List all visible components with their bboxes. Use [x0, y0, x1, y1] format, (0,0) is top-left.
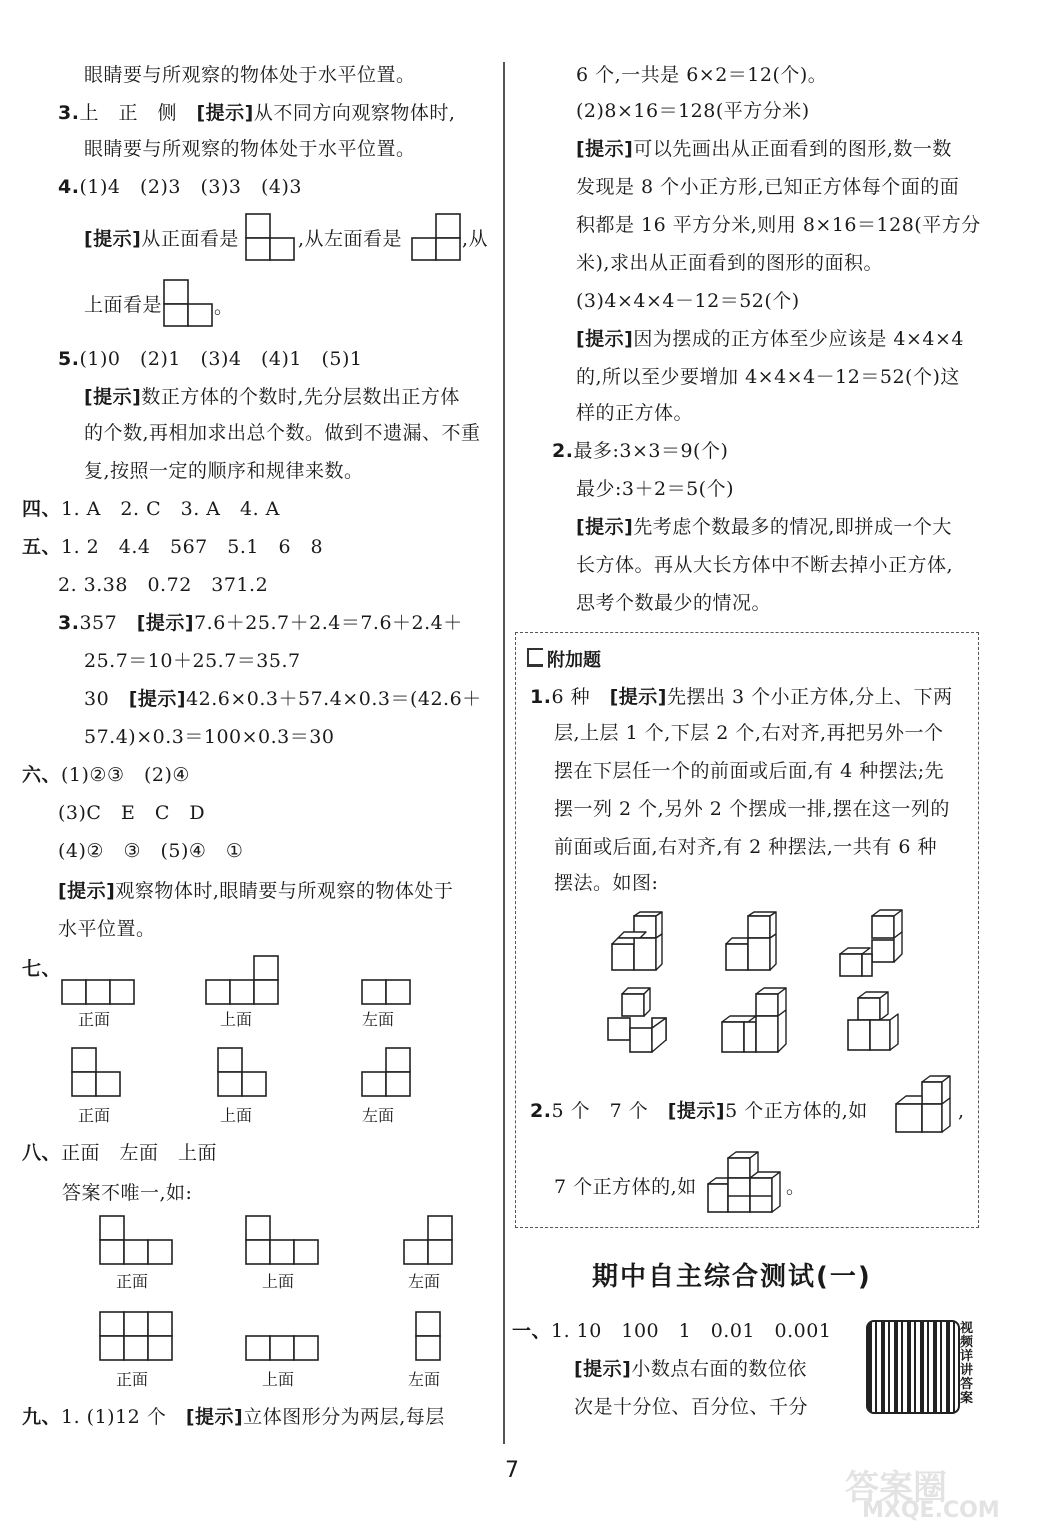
view-label: 正面 — [116, 1370, 149, 1389]
watermark-url: MXQE.COM — [862, 1498, 1000, 1523]
question-number: 1. — [530, 686, 552, 708]
front-view-figure — [244, 212, 298, 262]
answer-text: 1. A 2. C 3. A 4. A — [61, 498, 280, 520]
section-head: 七、 — [22, 958, 62, 980]
section-7-head — [22, 956, 61, 982]
hint-text: 从不同方向观察物体时, — [253, 102, 456, 124]
text-line: (3)C E C D — [58, 802, 206, 824]
hint-text: 因为摆成的正方体至少应该是 4×4×4 — [633, 328, 965, 350]
text-line: 积都是 16 平方分米,则用 8×16＝128(平方分 — [576, 214, 981, 236]
answer-text: 1. 10 100 1 0.01 0.001 — [551, 1320, 832, 1342]
view-label: 上面 — [220, 1106, 253, 1125]
cube-arrangement-figure — [846, 992, 902, 1056]
hint-text: , — [958, 1100, 965, 1122]
text-line: (4)② ③ (5)④ ① — [58, 840, 244, 862]
hint-line — [574, 1356, 807, 1382]
page-number: 7 — [505, 1458, 519, 1483]
answer-text: 6 种 — [551, 686, 610, 708]
hint-label: [提示] — [609, 686, 667, 708]
extra-1 — [530, 684, 953, 710]
text-line: 眼睛要与所观察的物体处于水平位置。 — [84, 138, 416, 160]
hint-label: [提示] — [58, 880, 116, 902]
text-line: 层,上层 1 个,下层 2 个,右对齐,再把另外一个 — [554, 722, 944, 744]
text-line: 2. 3.38 0.72 371.2 — [58, 574, 269, 596]
hint-line — [84, 384, 460, 410]
hint-label: [提示] — [196, 102, 254, 124]
hint-text: 可以先画出从正面看到的图形,数一数 — [633, 138, 952, 160]
question-number: 2. — [552, 440, 574, 462]
hint-label: [提示] — [128, 688, 187, 710]
answer-text: (1)②③ (2)④ — [61, 764, 190, 786]
text-line: 样的正方体。 — [576, 402, 694, 424]
answer-text: 上 正 侧 — [79, 102, 197, 124]
text-line: 长方体。再从大长方体中不断去掉小正方体, — [576, 554, 954, 576]
text-line: 复,按照一定的顺序和规律来数。 — [84, 460, 364, 482]
section-5 — [22, 534, 323, 560]
section-head: 六、 — [22, 764, 62, 786]
hint-label: [提示] — [84, 386, 142, 408]
hint-text: 先摆出 3 个小正方体,分上、下两 — [666, 686, 953, 708]
cube-arrangement-figure — [838, 910, 910, 976]
text-line: 次是十分位、百分位、千分 — [574, 1396, 809, 1418]
view-label: 上面 — [220, 1010, 253, 1029]
hint-text: 5 个正方体的,如 — [725, 1100, 868, 1122]
qr-code[interactable] — [866, 1320, 960, 1414]
text-line: (3)4×4×4－12＝52(个) — [576, 290, 800, 312]
column-divider — [503, 62, 505, 1444]
answer-text: 正面 左面 上面 — [61, 1142, 218, 1164]
answer-text: 5 个 7 个 — [551, 1100, 668, 1122]
extra-title — [527, 646, 601, 672]
text-line: 发现是 8 个小正方形,已知正方体每个面的面 — [576, 176, 960, 198]
hint-line — [576, 326, 964, 352]
text-line: 6 个,一共是 6×2＝12(个)。 — [576, 64, 828, 86]
bookmark-icon — [527, 648, 543, 667]
text-line: 摆法。如图: — [554, 872, 659, 894]
view-label: 正面 — [78, 1106, 111, 1125]
answer-5-3 — [58, 610, 463, 636]
view-figure — [98, 1310, 178, 1364]
view-label: 上面 — [262, 1272, 295, 1291]
hint-text: ,从 — [462, 228, 489, 250]
section-head: 八、 — [22, 1142, 62, 1164]
view-figure — [360, 978, 414, 1008]
section-head: 九、 — [22, 1406, 62, 1428]
cube-arrangement-figure — [720, 988, 792, 1056]
view-figure — [402, 1214, 458, 1268]
hint-line — [576, 514, 952, 540]
cube-arrangement-figure — [720, 912, 780, 974]
hint-label: [提示] — [574, 1358, 632, 1380]
hint-text: 先考虑个数最多的情况,即拼成一个大 — [633, 516, 952, 538]
view-label: 正面 — [78, 1010, 111, 1029]
view-figure — [360, 1046, 416, 1100]
hint-text: ,从左面看是 — [298, 228, 403, 250]
midterm-1 — [512, 1318, 831, 1344]
section-head: 四、 — [22, 498, 62, 520]
answer-text: 最多:3×3＝9(个) — [573, 440, 729, 462]
extra-title-text: 附加题 — [547, 650, 601, 671]
view-figure — [414, 1310, 446, 1364]
answer-2 — [552, 438, 728, 464]
text-line: 25.7＝10＋25.7＝35.7 — [84, 650, 301, 672]
question-number: 4. — [58, 176, 80, 198]
hint-label: [提示] — [667, 1100, 726, 1122]
hint-text: 小数点右面的数位依 — [631, 1358, 807, 1380]
hint-text: 。 — [786, 1176, 806, 1198]
left-view-figure — [410, 212, 464, 262]
view-figure — [216, 1046, 272, 1100]
text-line: 米),求出从正面看到的图形的面积。 — [576, 252, 883, 274]
answer-text: 1. (1)12 个 — [61, 1406, 186, 1428]
question-number: 3. — [58, 102, 80, 124]
view-label: 左面 — [408, 1272, 441, 1291]
answer-5 — [58, 346, 362, 372]
section-9 — [22, 1404, 445, 1430]
answer-text: (1)4 (2)3 (3)3 (4)3 — [79, 176, 302, 198]
text-line: 水平位置。 — [58, 918, 156, 940]
hint-label: [提示] — [576, 328, 634, 350]
view-label: 正面 — [116, 1272, 149, 1291]
view-figure — [244, 1334, 324, 1364]
text-line: (2)8×16＝128(平方分米) — [576, 100, 810, 122]
hint-label: [提示] — [576, 516, 634, 538]
hint-text: 观察物体时,眼睛要与所观察的物体处于 — [115, 880, 454, 902]
view-figure — [98, 1214, 178, 1268]
hint-line — [84, 226, 239, 252]
cube-arrangement-figure — [606, 912, 666, 974]
text-line: 摆在下层任一个的前面或后面,有 4 种摆法;先 — [554, 760, 945, 782]
section-8 — [22, 1140, 217, 1166]
section-title: 期中自主综合测试(一) — [592, 1262, 872, 1292]
view-figure — [60, 978, 138, 1008]
view-label: 左面 — [362, 1010, 395, 1029]
hint-line — [84, 686, 482, 712]
view-label: 左面 — [408, 1370, 441, 1389]
view-figure — [70, 1046, 126, 1100]
text-line: 摆一列 2 个,另外 2 个摆成一排,摆在这一列的 — [554, 798, 950, 820]
answer-4 — [58, 174, 302, 200]
answer-text: 357 — [79, 612, 137, 634]
view-label: 左面 — [362, 1106, 395, 1125]
view-label: 上面 — [262, 1370, 295, 1389]
answer-text: 1. 2 4.4 567 5.1 6 8 — [61, 536, 324, 558]
hint-text: 7.6＋25.7＋2.4＝7.6＋2.4＋ — [194, 612, 463, 634]
hint-text: 上面看是 — [84, 294, 163, 316]
view-figure — [244, 1214, 324, 1268]
hint-text: 数正方体的个数时,先分层数出正方体 — [141, 386, 460, 408]
answer-3 — [58, 100, 455, 126]
question-number: 2. — [530, 1100, 552, 1122]
view-figure — [204, 954, 282, 1008]
section-4 — [22, 496, 280, 522]
watermark: 答案圈 — [845, 1468, 947, 1508]
hint-line — [58, 878, 453, 904]
answer-text: 30 — [84, 688, 129, 710]
text-line: 的,所以至少要增加 4×4×4－12＝52(个)这 — [576, 366, 960, 388]
text-line: 前面或后面,右对齐,有 2 种摆法,一共有 6 种 — [554, 836, 937, 858]
hint-line — [576, 136, 952, 162]
text-line: 眼睛要与所观察的物体处于水平位置。 — [84, 64, 416, 86]
five-cube-figure — [894, 1076, 958, 1136]
question-number: 3. — [58, 612, 80, 634]
text-line: 的个数,再相加求出总个数。做到不遗漏、不重 — [84, 422, 481, 444]
qr-label: 视频详讲答案 — [960, 1321, 974, 1406]
hint-text: 。 — [214, 296, 234, 318]
hint-text: 立体图形分为两层,每层 — [243, 1406, 445, 1428]
seven-cube-figure — [706, 1150, 786, 1216]
text-line: 答案不唯一,如: — [62, 1182, 193, 1204]
cube-arrangement-figure — [606, 988, 672, 1056]
text-line: 最少:3＋2＝5(个) — [576, 478, 734, 500]
hint-label: [提示] — [185, 1406, 244, 1428]
question-number: 5. — [58, 348, 80, 370]
hint-text: 从正面看是 — [141, 228, 239, 250]
hint-label: [提示] — [84, 228, 142, 250]
text-line: 思考个数最少的情况。 — [576, 592, 772, 614]
answer-text: (1)0 (2)1 (3)4 (4)1 (5)1 — [79, 348, 363, 370]
section-6 — [22, 762, 190, 788]
hint-label: [提示] — [136, 612, 195, 634]
top-view-figure — [162, 278, 216, 328]
extra-2 — [530, 1098, 868, 1124]
hint-text: 7 个正方体的,如 — [554, 1176, 697, 1198]
section-head: 一、 — [512, 1320, 552, 1342]
section-head: 五、 — [22, 536, 62, 558]
hint-label: [提示] — [576, 138, 634, 160]
hint-text: 42.6×0.3＋57.4×0.3＝(42.6＋ — [186, 688, 482, 710]
text-line: 57.4)×0.3＝100×0.3＝30 — [84, 726, 335, 748]
